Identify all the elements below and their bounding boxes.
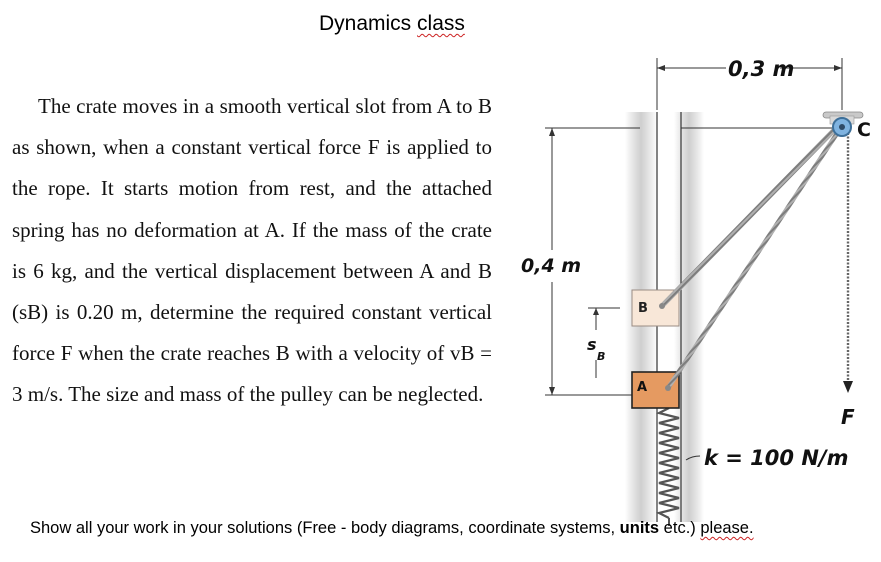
dim-sb-sub: B	[597, 350, 606, 363]
spring-constant-label: k = 100 N/m	[704, 446, 849, 470]
dim-vertical-label: 0,4 m	[521, 255, 582, 277]
pulley-label: C	[857, 119, 871, 141]
footer-bold-units: units	[619, 519, 660, 537]
force-label: F	[841, 405, 855, 429]
dim-sb	[587, 308, 620, 378]
crate-b-label: B	[638, 301, 648, 316]
footer-text: Show all your work in your solutions (Free - body diagrams, coordinate systems,	[30, 519, 620, 537]
force-arrow-icon	[843, 381, 853, 393]
dim-sb-letter: s	[587, 335, 597, 354]
crate-a-label: A	[637, 380, 648, 395]
footer-please: please.	[700, 519, 754, 537]
footer-text-after: etc.)	[659, 519, 701, 537]
title-plain: Dynamics	[319, 12, 418, 35]
dim-horizontal-label: 0,3 m	[728, 57, 795, 81]
dim-vertical	[521, 128, 640, 395]
instructions-footer	[30, 519, 754, 538]
dim-horizontal	[657, 57, 842, 110]
title-underlined: class	[417, 12, 465, 35]
problem-text: The crate moves in a smooth vertical slot from A to B as shown, when a constant vertical force F is applied to the rope. It starts motion from rest, and the attached spring has no deformation at A. If the mass of the crate is 6 kg, and the vertical displacement between A and B (sB) is 0.20 m, determine the required constant vertical force F when the crate reaches B with a velocity of vB = 3 m/s. The size and mass of the pulley can be neglected.	[12, 94, 492, 407]
